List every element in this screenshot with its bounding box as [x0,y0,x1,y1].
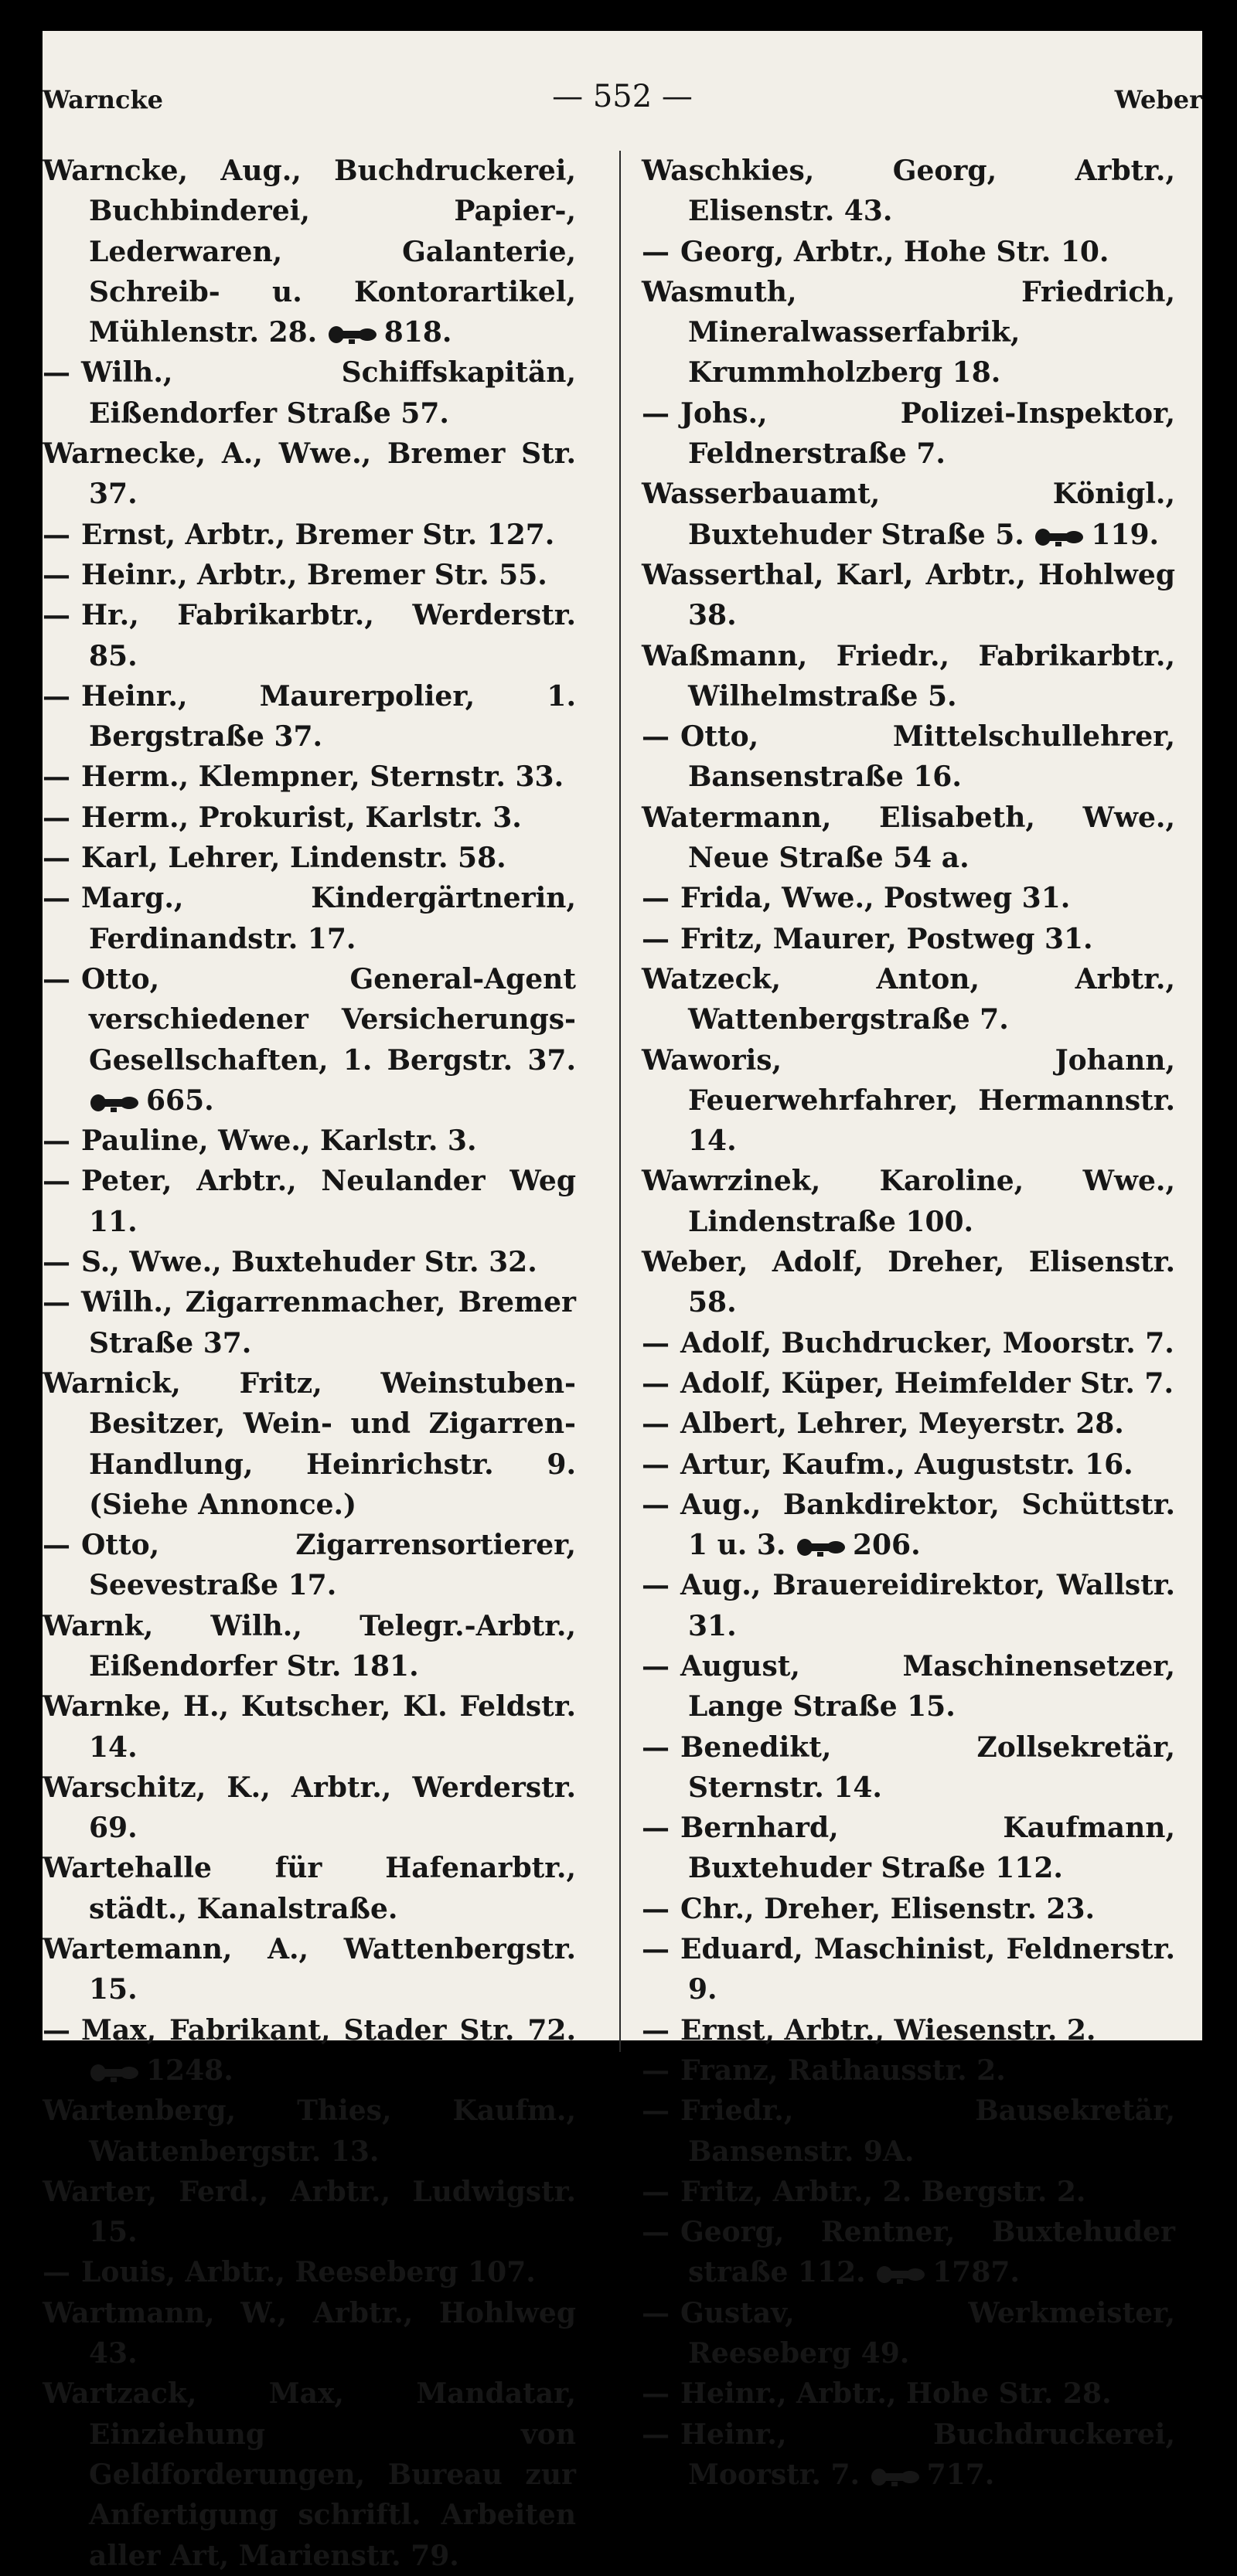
entry-text: Waworis, Johann, Feuerwehrfahrer, Hermannstr. 14. [642,1043,1175,1158]
entry-text: Warnecke, A., Wwe., Bremer Str. 37. [43,437,576,511]
repeat-dash: — [43,679,70,713]
entry-text: Frida, Wwe., Postweg 31. [680,882,1071,915]
entry-text: Fritz, Maurer, Postweg 31. [680,922,1093,955]
directory-entry [642,959,1175,1040]
repeat-dash: — [642,2054,670,2087]
directory-entry [43,2010,576,2091]
directory-entry [642,272,1175,393]
entry-text: Wartenberg, Thies, Kaufm., Wattenbergstr. 13. [43,2094,576,2168]
directory-entry [43,151,576,352]
page-number: — 552 — [552,79,693,114]
directory-entry [642,151,1175,232]
repeat-dash: — [642,2377,670,2411]
repeat-dash: — [43,599,70,632]
repeat-dash: — [642,2418,670,2451]
directory-entry [642,2050,1175,2091]
entry-text: Waßmann, Friedr., Fabrikarbtr., Wilhelmstraße 5. [642,639,1175,713]
repeat-dash: — [642,1326,670,1359]
directory-entry [642,1363,1175,1404]
entry-text: Wasserbauamt, Königl., Buxtehuder Straße 5. [642,478,1175,551]
repeat-dash: — [642,235,670,268]
directory-entry [642,1040,1175,1162]
entry-text: Heinr., Maurerpolier, 1. Bergstraße 37. [81,679,576,754]
repeat-dash: — [642,2013,670,2047]
entry-text: Wasmuth, Friedrich, Mineralwasserfabrik, Krummholzberg 18. [642,275,1175,390]
entry-text: Wilh., Zigarrenmacher, Bremer Straße 37. [81,1286,576,1359]
directory-entry [43,1363,576,1525]
entry-text: Heinr., Arbtr., Bremer Str. 55. [81,558,547,591]
repeat-dash: — [642,1812,670,1845]
repeat-dash: — [642,1649,670,1683]
directory-entry [642,1485,1175,1566]
directory-entry [642,1646,1175,1727]
entry-text: Friedr., Bausekretär, Bansenstr. 9A. [680,2094,1175,2168]
directory-entry [642,716,1175,798]
entry-text: Wartzack, Max, Mandatar, Einziehung von Geldforderungen, Bureau zur Anfertigung schriftl. Arbeiten aller Art, Marienstr. 79. [43,2377,576,2572]
directory-entry [43,798,576,838]
directory-entry [642,919,1175,959]
left-column [43,151,576,2576]
directory-entry [43,1242,576,1282]
repeat-dash: — [43,1165,70,1198]
repeat-dash: — [642,720,670,754]
repeat-dash: — [43,1246,70,1279]
directory-entry [43,1606,576,1687]
directory-entry [642,1242,1175,1323]
right-column [642,151,1175,2495]
entry-text: Heinr., Arbtr., Hohe Str. 28. [680,2377,1112,2411]
entry-text: Benedikt, Zollsekretär, Sternstr. 14. [680,1730,1175,1804]
repeat-dash: — [43,1286,70,1319]
entry-text: Warnk, Wilh., Telegr.-Arbtr., Eißendorfer Str. 181. [43,1609,576,1683]
directory-entry [43,2374,576,2575]
directory-entry [43,1525,576,1606]
entry-text: Bernhard, Kaufmann, Buxtehuder Straße 112. [680,1812,1175,1885]
entry-text: Wartemann, A., Wattenbergstr. 15. [43,1933,576,2006]
entry-text: Watzeck, Anton, Arbtr., Wattenbergstraße 7. [642,962,1175,1036]
entry-text: Chr., Dreher, Elisenstr. 23. [680,1892,1096,1925]
telephone-icon [89,1092,140,1114]
repeat-dash: — [43,761,70,794]
directory-entry [642,2414,1175,2496]
entry-text: Wawrzinek, Karoline, Wwe., Lindenstraße 100. [642,1165,1175,1238]
phone-number: 119. [1091,518,1160,551]
entry-text: Watermann, Elisabeth, Wwe., Neue Straße 54 a. [642,801,1175,875]
entry-text: Johs., Polizei-Inspektor, Feldnerstraße 7. [680,396,1175,471]
entry-text: Warschitz, K., Arbtr., Werderstr. 69. [43,1771,576,1845]
entry-text: Herm., Klempner, Sternstr. 33. [81,761,564,794]
directory-entry [43,838,576,878]
telephone-icon [875,2264,926,2285]
running-head-right: Weber [1114,85,1202,114]
entry-text: Marg., Kindergärtnerin, Ferdinandstr. 17. [81,882,576,955]
entry-text: Ernst, Arbtr., Bremer Str. 127. [81,518,555,551]
directory-entry [642,1323,1175,1363]
repeat-dash: — [642,2175,670,2208]
directory-entry [642,1929,1175,2010]
phone-number: 1787. [932,2256,1020,2289]
entry-text: Warter, Ferd., Arbtr., Ludwigstr. 15. [43,2175,576,2249]
directory-entry [43,595,576,676]
directory-entry [642,2091,1175,2172]
directory-entry [43,1282,576,1363]
directory-entry [642,1727,1175,1809]
repeat-dash: — [43,518,70,551]
repeat-dash: — [43,801,70,834]
repeat-dash: — [43,882,70,915]
directory-entry [642,1404,1175,1444]
entry-text: Waschkies, Georg, Arbtr., Elisenstr. 43. [642,155,1175,228]
directory-entry [43,1848,576,1929]
entry-text: Herm., Prokurist, Karlstr. 3. [81,801,522,834]
directory-entry [642,1808,1175,1889]
directory-entry [642,393,1175,475]
entry-text: Wasserthal, Karl, Arbtr., Hohlweg 38. [642,558,1175,632]
entry-text: S., Wwe., Buxtehuder Str. 32. [81,1246,537,1279]
entry-text: Eduard, Maschinist, Feldnerstr. 9. [680,1933,1175,2006]
entry-text: Wartmann, W., Arbtr., Hohlweg 43. [43,2296,576,2370]
telephone-icon [89,2062,140,2084]
repeat-dash: — [642,1569,670,1602]
directory-entry [642,2010,1175,2050]
entry-text: Weber, Adolf, Dreher, Elisenstr. 58. [642,1246,1175,1319]
phone-number: 717. [926,2458,995,2491]
directory-entry [642,1445,1175,1485]
repeat-dash: — [642,1448,670,1481]
repeat-dash: — [43,1529,70,1562]
repeat-dash: — [43,962,70,995]
entry-text: Otto, Zigarrensortierer, Seevestraße 17. [81,1529,576,1602]
page-header [43,79,1202,131]
directory-entry [43,1121,576,1161]
entry-text: Fritz, Arbtr., 2. Bergstr. 2. [680,2175,1086,2208]
directory-entry [43,959,576,1121]
telephone-icon [870,2466,921,2488]
directory-entry [642,2212,1175,2293]
directory-entry [642,232,1175,272]
phone-number: 818. [383,316,452,349]
directory-entry [43,2293,576,2374]
repeat-dash: — [642,2094,670,2128]
entry-text: Karl, Lehrer, Lindenstr. 58. [81,842,506,875]
repeat-dash: — [43,2013,70,2047]
entry-text: August, Maschinensetzer, Lange Straße 15. [680,1649,1175,1724]
repeat-dash: — [642,396,670,430]
repeat-dash: — [43,558,70,591]
directory-entry [43,757,576,797]
entry-text: Otto, General-Agent verschiedener Versicherungs-Gesellschaften, 1. Bergstr. 37. [81,962,576,1077]
directory-entry [43,1768,576,1849]
directory-entry [642,474,1175,555]
repeat-dash: — [642,922,670,955]
entry-text: Wartehalle für Hafenarbtr., städt., Kanalstraße. [43,1852,576,1925]
directory-entry [43,2172,576,2253]
repeat-dash: — [43,356,70,390]
telephone-icon [796,1536,847,1558]
directory-entry [43,2091,576,2172]
phone-number: 665. [146,1084,214,1117]
repeat-dash: — [43,842,70,875]
telephone-icon [327,324,378,345]
directory-entry [43,676,576,757]
directory-entry [642,555,1175,636]
directory-entry [43,434,576,515]
entry-text: Aug., Bankdirektor, Schüttstr. 1 u. 3. [680,1488,1175,1562]
directory-entry [642,636,1175,717]
entry-text: Warnke, H., Kutscher, Kl. Feldstr. 14. [43,1690,576,1764]
entry-text: Wilh., Schiffskapitän, Eißendorfer Straße 57. [81,356,576,430]
directory-entry [642,2374,1175,2414]
directory-entry [43,515,576,555]
repeat-dash: — [642,1366,670,1400]
directory-entry [642,2172,1175,2212]
directory-entry [642,1889,1175,1929]
directory-entry [43,1161,576,1242]
entry-text: Otto, Mittelschullehrer, Bansenstraße 16. [680,720,1175,794]
repeat-dash: — [642,1488,670,1521]
repeat-dash: — [43,2256,70,2289]
entry-text: Georg, Rentner, Buxtehuder straße 112. [680,2216,1175,2289]
running-head-left: Warncke [43,85,164,114]
directory-entry [642,798,1175,879]
repeat-dash: — [642,882,670,915]
entry-text: Peter, Arbtr., Neulander Weg 11. [81,1165,576,1238]
entry-text: Adolf, Buchdrucker, Moorstr. 7. [680,1326,1174,1359]
entry-text: Max, Fabrikant, Stader Str. 72. [81,2013,576,2047]
telephone-icon [1034,526,1085,548]
entry-text: Gustav, Werkmeister, Reeseberg 49. [680,2296,1175,2370]
entry-text: Artur, Kaufm., Auguststr. 16. [680,1448,1133,1481]
entry-text: Warncke, Aug., Buchdruckerei, Buchbinderei, Papier-, Lederwaren, Galanterie, Schreib- u. Kontorartikel, Mühlenstr. 28. [43,155,576,349]
directory-entry [642,878,1175,918]
phone-number: 1248. [146,2054,233,2087]
entry-text: Warnick, Fritz, Weinstuben-Besitzer, Wein- und Zigarren-Handlung, Heinrichstr. 9. (Siehe Annonce.) [43,1366,576,1521]
repeat-dash: — [642,1730,670,1764]
entry-text: Adolf, Küper, Heimfelder Str. 7. [680,1366,1174,1400]
entry-text: Franz, Rathausstr. 2. [680,2054,1006,2087]
directory-entry [43,1929,576,2010]
entry-text: Louis, Arbtr., Reeseberg 107. [81,2256,536,2289]
entry-text: Pauline, Wwe., Karlstr. 3. [81,1125,477,1158]
directory-entry [43,2252,576,2292]
column-divider [619,151,621,2052]
phone-number: 206. [852,1529,921,1562]
repeat-dash: — [642,2296,670,2329]
directory-entry [642,1565,1175,1646]
entry-text: Aug., Brauereidirektor, Wallstr. 31. [680,1569,1175,1642]
repeat-dash: — [642,1407,670,1441]
directory-entry [43,352,576,434]
directory-entry [43,555,576,595]
repeat-dash: — [642,1892,670,1925]
entry-text: Albert, Lehrer, Meyerstr. 28. [680,1407,1124,1441]
directory-entry [642,1161,1175,1242]
directory-entry [642,2293,1175,2374]
directory-page [43,31,1202,2572]
entry-text: Georg, Arbtr., Hohe Str. 10. [680,235,1109,268]
repeat-dash: — [642,1933,670,1966]
directory-entry [43,1686,576,1768]
directory-entry [43,878,576,959]
repeat-dash: — [43,1125,70,1158]
entry-text: Heinr., Buchdruckerei, Moorstr. 7. [680,2418,1175,2491]
entry-text: Hr., Fabrikarbtr., Werderstr. 85. [81,599,576,672]
entry-text: Ernst, Arbtr., Wiesenstr. 2. [680,2013,1096,2047]
repeat-dash: — [642,2216,670,2249]
